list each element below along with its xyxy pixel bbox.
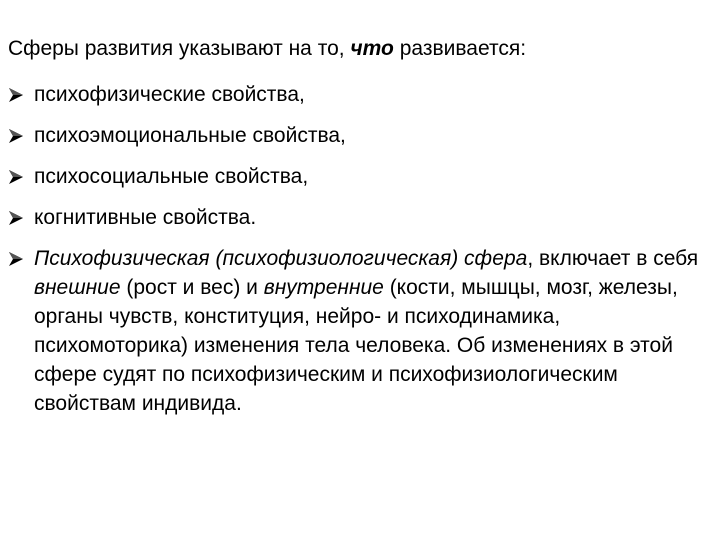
arrowhead-bullet-icon: [8, 169, 24, 185]
intro-text-after: развивается:: [393, 37, 527, 60]
arrowhead-bullet-icon: [8, 128, 24, 144]
intro-line: [8, 34, 526, 64]
bullet-text: психосоциальные свойства,: [34, 165, 309, 188]
bullet-text: когнитивные свойства.: [34, 206, 257, 229]
list-item: [0, 80, 720, 110]
bullet-text: психоэмоциональные свойства,: [34, 124, 346, 147]
detail-internal: внутренние: [263, 276, 384, 299]
detail-term: Психофизическая (психофизиологическая) сфера: [34, 247, 528, 270]
list-item: [0, 121, 720, 151]
detail-external: внешние: [34, 276, 121, 299]
arrowhead-bullet-icon: [8, 251, 24, 267]
detail-text-1: , включает в себя: [527, 247, 699, 270]
intro-text-before: Сферы развития указывают на то,: [8, 37, 351, 60]
list-item: [0, 203, 720, 233]
detail-text-3: (кости, мышцы, мозг, железы, органы чувств, конституция, нейро- и психодинамика, психомоторика) изменения тела человека. Об изменениях в этой сфере судят по психофизическим и психофизиологическим свойствам индивида.: [34, 276, 678, 415]
arrowhead-bullet-icon: [8, 210, 24, 226]
intro-emphasis: что: [350, 37, 394, 60]
list-item: [0, 162, 720, 192]
arrowhead-bullet-icon: [8, 87, 24, 103]
detail-list-item: [0, 244, 720, 418]
bullet-text: психофизические свойства,: [34, 83, 305, 106]
bullet-list: [0, 80, 720, 429]
detail-text-2: (рост и вес) и: [120, 276, 264, 299]
